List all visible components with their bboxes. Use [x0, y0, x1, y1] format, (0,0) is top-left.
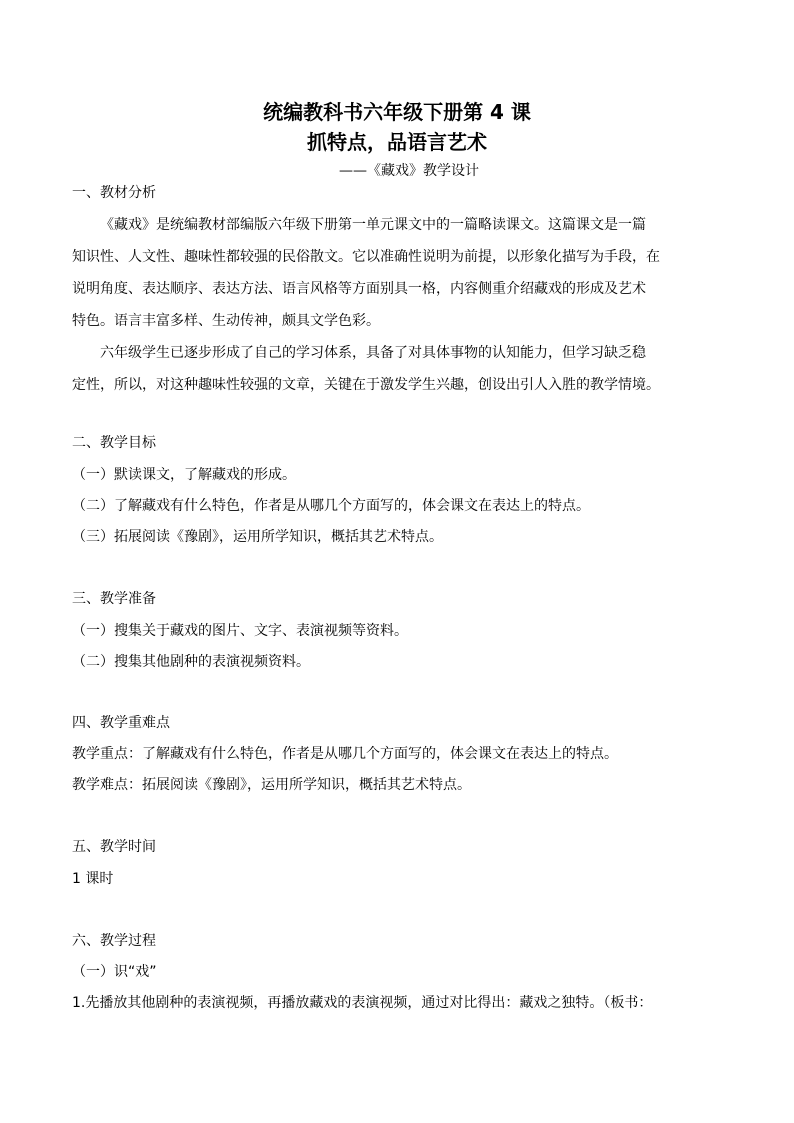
- step-text: 1.先播放其他剧种的表演视频，再播放藏戏的表演视频，通过对比得出：藏戏之独特。（板书：: [72, 995, 653, 1011]
- list-item: （一）搜集关于藏戏的图片、文字、表演视频等资料。: [72, 623, 408, 639]
- document-subtitle: ——《藏戏》教学设计: [339, 163, 479, 179]
- paragraph-line: 六年级学生已逐步形成了自己的学习体系，具备了对具体事物的认知能力，但学习缺乏稳: [100, 345, 646, 361]
- section-heading-key-points: 四、教学重难点: [72, 715, 170, 731]
- paragraph-line: 知识性、人文性、趣味性都较强的民俗散文。它以准确性说明为前提，以形象化描写为手段，在: [72, 249, 660, 265]
- document-title-line2: 抓特点，品语言艺术: [307, 130, 487, 154]
- section-heading-time: 五、教学时间: [72, 839, 156, 855]
- list-item: （一）默读课文，了解藏戏的形成。: [72, 467, 296, 483]
- document-title-line1: 统编教科书六年级下册第 4 课: [263, 100, 531, 124]
- subsection-heading: （一）识“戏”: [72, 964, 157, 980]
- key-point-text: 教学重点：了解藏戏有什么特色，作者是从哪几个方面写的，体会课文在表达上的特点。: [72, 746, 618, 762]
- list-item: （二）了解藏戏有什么特色，作者是从哪几个方面写的，体会课文在表达上的特点。: [72, 498, 590, 514]
- section-heading-process: 六、教学过程: [72, 933, 156, 949]
- section-heading-analysis: 一、教材分析: [72, 185, 156, 201]
- difficult-point-text: 教学难点：拓展阅读《豫剧》，运用所学知识，概括其艺术特点。: [72, 777, 471, 793]
- paragraph-line: 说明角度、表达顺序、表达方法、语言风格等方面别具一格，内容侧重介绍藏戏的形成及艺术: [72, 281, 646, 297]
- list-item: （二）搜集其他剧种的表演视频资料。: [72, 654, 310, 670]
- section-heading-goals: 二、教学目标: [72, 435, 156, 451]
- paragraph-line: 《藏戏》是统编教材部编版六年级下册第一单元课文中的一篇略读课文。这篇课文是一篇: [100, 217, 646, 233]
- paragraph-line: 定性，所以，对这种趣味性较强的文章，关键在于激发学生兴趣，创设出引人入胜的教学情境。: [72, 377, 660, 393]
- time-value: 1 课时: [72, 871, 114, 887]
- paragraph-line: 特色。语言丰富多样、生动传神，颇具文学色彩。: [72, 313, 380, 329]
- list-item: （三）拓展阅读《豫剧》，运用所学知识，概括其艺术特点。: [72, 529, 443, 545]
- section-heading-preparation: 三、教学准备: [72, 591, 156, 607]
